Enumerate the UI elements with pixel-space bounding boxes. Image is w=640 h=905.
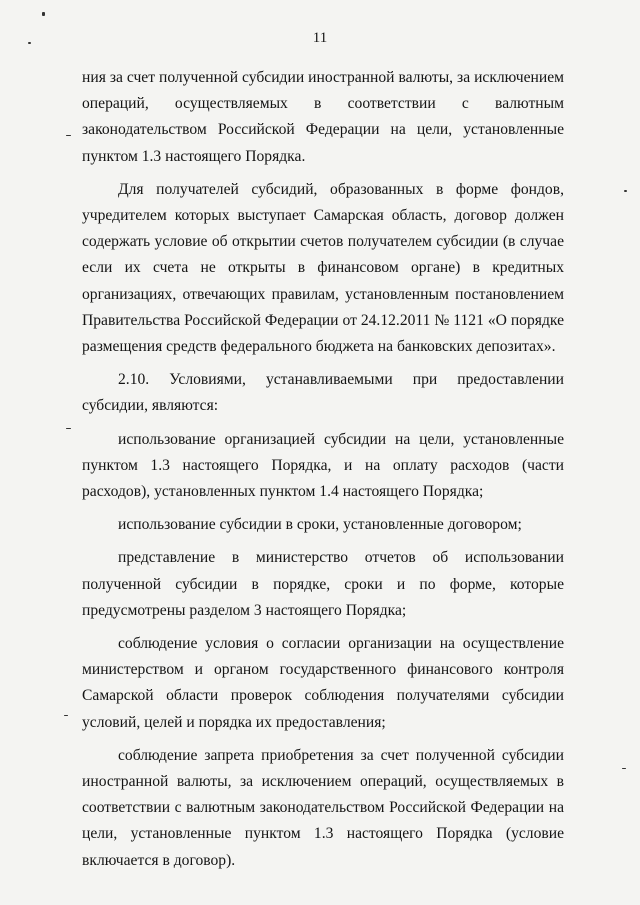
scan-speck	[624, 190, 627, 192]
body-text	[82, 65, 564, 874]
scan-speck	[622, 768, 626, 769]
paragraph-condition-terms: использование субсидии в сроки, установленные договором;	[118, 516, 522, 534]
paragraph-funds-accounts: Для получателей субсидий, образованных в форме фондов, учредителем которых выступает Самарская область, договор должен содержать условие об открытии счетов получателем субсидии (в случае если их счета не открыты в финансовом органе) в кредитных организациях, отвечающих правилам, установленным постановлением Правительства Российской Федерации от 24.12.2011 № 1121 «О порядке размещения средств федерального бюджета на банковских депозитах».	[82, 180, 564, 356]
paragraph-condition-purpose: использование организацией субсидии на цели, установленные пунктом 1.3 настоящего Порядка, и на оплату расходов (части расходов), установленных пунктом 1.4 настоящего Порядка;	[82, 430, 564, 501]
scan-speck	[64, 715, 68, 716]
scan-speck	[66, 428, 71, 429]
paragraph-condition-consent: соблюдение условия о согласии организации на осуществление министерством и органом государственного финансового контроля Самарской области проверок соблюдения получателями субсидии условий, целей и порядка их предоставления;	[82, 635, 564, 731]
scan-speck	[28, 42, 31, 44]
paragraph-condition-currency: соблюдение запрета приобретения за счет полученной субсидии иностранной валюты, за исключением операций, осуществляемых в соответствии с валютным законодательством Российской Федерации на цели, установленные пунктом 1.3 настоящего Порядка (условие включается в договор).	[82, 746, 564, 869]
scan-speck	[66, 135, 71, 136]
page-number: 11	[312, 30, 328, 46]
paragraph-2-10-heading: 2.10. Условиями, устанавливаемыми при предоставлении субсидии, являются:	[82, 371, 564, 415]
scan-speck	[42, 12, 45, 16]
paragraph-continuation: ния за счет полученной субсидии иностранной валюты, за исключением операций, осуществляемых в соответствии с валютным законодательством Российской Федерации на цели, установленные пунктом 1.3 настоящего Порядка.	[82, 69, 564, 165]
paragraph-condition-reports: представление в министерство отчетов об использовании полученной субсидии в порядке, сроки и по форме, которые предусмотрены разделом 3 настоящего Порядка;	[82, 549, 564, 619]
